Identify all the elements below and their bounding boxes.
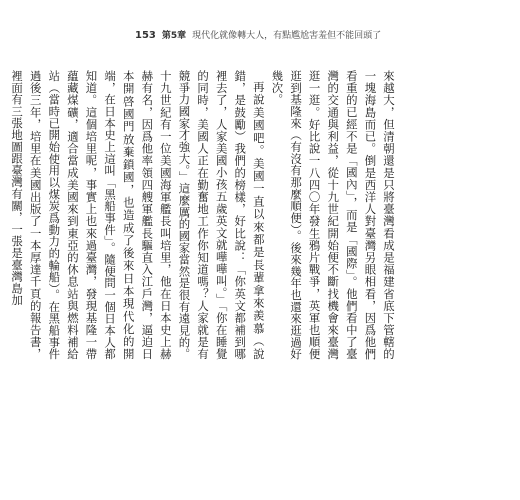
paragraph: 來越大，但清朝還是只將臺灣看成是福建省底下管轄的一塊海島而已。倒是西洋人對臺灣另眼相看，因爲他們看重的已經不是「國內」，而是「國際」。他們看中了臺灣的交通與利益，從十九世紀開始便不斷找機會來臺灣逛一逛。好比說一八四〇年發生鴉片戰爭，英軍也順便逛到基隆來（有沒有那麼順便）。後來幾年也還來逛過好幾次。	[270, 70, 396, 360]
body-text	[10, 70, 398, 360]
paragraph: 再說美國吧。美國一直以來都是長輩拿來羨慕（說錯，是鼓勵）我們的榜樣，好比說：「你英文都補到哪裡去了，人家美國小孩五歲英文就嘩嘩叫。」「你在睡覺的同時，美國人正在勤奮地工作你知道嗎？人家就是有競爭力國家才強大。」這麼厲的國家當然是很有遠見的。十九世紀有一位美國海軍艦長叫培里，他在日本史上赫赫有名，因爲他率領四艘軍艦長驅直入江戶灣，逼迫日本開啓國門放棄鎖國，也造成了後來日本現代化的開端，在日本史上這叫「黑船事件」。隨便問一個日本人都知道。這個培里呢，事實上也來過臺灣，發現基隆一帶蘊藏煤礦，適合當成美國來到東亞的休息站與燃料補給站（當時已開始使用以煤炭爲動力的輪船）。在黑船事件過後三年，培里在美國出版了一本厚達千頁的報告書，裡面有三張地圖跟臺灣有關，一張是臺灣島加	[10, 70, 266, 360]
chapter-label: 第5章	[161, 31, 187, 41]
running-header	[135, 28, 381, 41]
page-number: 153	[135, 30, 156, 41]
chapter-title: 現代化就像轉大人，有點尷尬害羞但不能回頭了	[192, 31, 382, 41]
